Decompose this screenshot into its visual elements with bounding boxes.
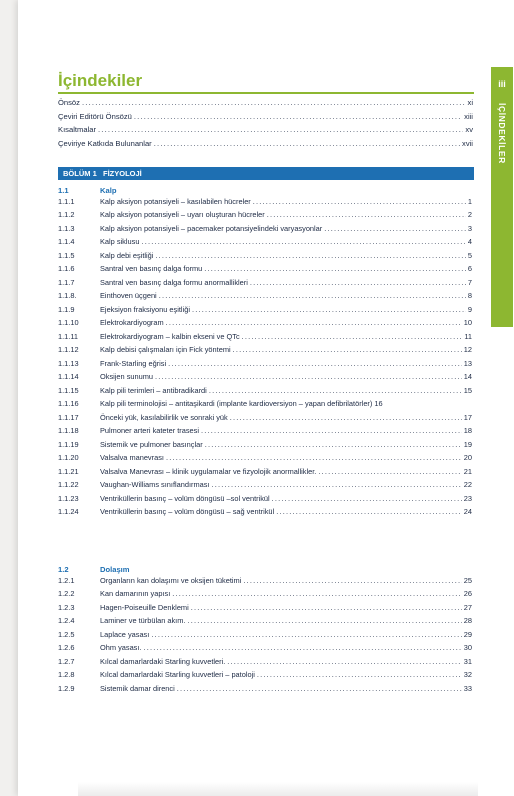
entry-page: 7 (467, 277, 472, 287)
toc-section-1-1 (58, 184, 472, 521)
toc-entry (58, 197, 472, 211)
dot-leader (318, 467, 461, 476)
entry-page: 21 (463, 466, 472, 476)
entry-number: 1.2.6 (58, 643, 75, 652)
front-matter-list (58, 98, 473, 152)
entry-page: 14 (463, 372, 472, 381)
entry-page: 18 (463, 426, 472, 435)
dot-leader (191, 603, 462, 612)
section-title: Dolaşım (100, 564, 130, 574)
toc-entry (58, 210, 472, 224)
entry-page: 33 (463, 683, 472, 693)
entry-title: Kalp pili terimleri – antibradikardi (100, 385, 207, 395)
dot-leader (230, 413, 462, 422)
dot-leader (155, 372, 462, 381)
dot-leader (324, 224, 466, 233)
entry-title: Önceki yük, kasılabilirlik ve sonraki yük (100, 412, 228, 422)
side-tab-label: İÇİNDEKİLER (497, 103, 507, 164)
toc-entry (58, 684, 472, 698)
entry-title: Laminer ve türbülan akım. (100, 616, 186, 625)
entry-title: Laplace yasası (100, 629, 150, 639)
chapter-heading-bar (58, 167, 474, 180)
entry-title: Kalp debi eşitliği (100, 250, 154, 260)
entry-page: xv (465, 125, 473, 134)
entry-number: 1.2.4 (58, 616, 75, 625)
chapter-side-tab (491, 67, 513, 327)
entry-page: 11 (464, 331, 472, 341)
toc-entry (58, 480, 472, 494)
book-page (18, 0, 514, 796)
dot-leader (212, 480, 462, 489)
entry-page: 29 (463, 629, 472, 639)
entry-page: xiii (464, 111, 473, 121)
entry-number: 1.1.11 (58, 331, 78, 341)
title-divider (58, 92, 474, 94)
toc-entry (58, 426, 472, 440)
entry-title: Sistemik ve pulmoner basınçlar (100, 439, 203, 449)
toc-entry (58, 318, 472, 332)
toc-entry (58, 467, 472, 481)
toc-entry (58, 332, 472, 346)
entry-number: 1.1.8. (58, 291, 77, 300)
dot-leader (272, 494, 462, 503)
dot-leader (253, 197, 466, 206)
entry-number: 1.1.15 (58, 385, 79, 395)
entry-title: Kılcal damarlardaki Starling kuvvetleri. (100, 656, 226, 666)
section-number: 1.2 (58, 564, 69, 574)
section-heading (58, 184, 472, 197)
toc-entry (58, 440, 472, 454)
front-matter-item (58, 125, 473, 139)
entry-page: 10 (463, 318, 472, 327)
entry-number: 1.2.5 (58, 629, 75, 639)
entry-title: Valsalva Manevrası – klinik uygulamalar ve fizyolojik anormallikler. (100, 466, 317, 476)
entry-number: 1.1.24 (58, 507, 79, 516)
entry-page: 31 (463, 656, 472, 666)
dot-leader (243, 576, 461, 585)
entry-number: 1.1.5 (58, 250, 75, 260)
dot-leader (227, 657, 461, 666)
toc-entry (58, 453, 472, 467)
dot-leader (205, 440, 462, 449)
entry-page: 19 (463, 439, 472, 449)
page-title: İçindekiler (58, 71, 143, 90)
toc-entry (58, 305, 472, 319)
entry-title: Kısaltmalar (58, 125, 96, 134)
dot-leader (141, 237, 465, 246)
dot-leader (154, 139, 460, 148)
entry-title: Elektrokardiyogram – kalbin ekseni ve QTc (100, 331, 240, 341)
entry-title: Kalp debisi çalışmaları için Fick yöntemi (100, 345, 231, 354)
entry-title: Çeviri Editörü Önsözü (58, 111, 132, 121)
entry-page: 13 (463, 358, 472, 368)
toc-entry (58, 264, 472, 278)
entry-title: Ventriküllerin basınç – volüm döngüsü –sol ventrikül (100, 493, 270, 503)
entry-page: 23 (463, 493, 472, 503)
section-title: Kalp (100, 185, 117, 195)
entry-number: 1.1.14 (58, 372, 79, 381)
entry-number: 1.2.3 (58, 602, 75, 612)
dot-leader (192, 305, 466, 314)
dot-leader (276, 507, 462, 516)
toc-entry (58, 278, 472, 292)
entry-page: 26 (463, 589, 472, 598)
entry-number: 1.1.22 (58, 480, 79, 489)
entry-page: 15 (463, 385, 472, 395)
dot-leader (250, 278, 466, 287)
entry-page: 8 (467, 291, 472, 300)
dot-leader (155, 251, 465, 260)
page-number: iii (498, 79, 506, 89)
page-bottom-shade (78, 782, 478, 796)
toc-entry (58, 224, 472, 238)
entry-page: 2 (467, 210, 472, 219)
entry-title: Pulmoner arteri kateter trasesi (100, 426, 199, 435)
dot-leader (242, 332, 463, 341)
toc-section-1-2 (58, 563, 472, 697)
section-number: 1.1 (58, 185, 69, 195)
entry-title: Kalp aksiyon potansiyeli – pacemaker potansiyelindeki varyasyonlar (100, 223, 323, 233)
section-heading (58, 563, 472, 576)
entry-title: Önsöz (58, 98, 80, 107)
entry-number: 1.1.20 (58, 453, 79, 462)
entry-title: Kalp siklusu (100, 237, 140, 246)
entry-number: 1.1.12 (58, 345, 79, 354)
toc-entry (58, 670, 472, 684)
entry-page: 6 (467, 264, 472, 273)
entry-number: 1.2.9 (58, 683, 75, 693)
entry-number: 1.1.17 (58, 412, 79, 422)
entry-page: 30 (463, 643, 472, 652)
front-matter-item (58, 112, 473, 126)
entry-title: Hagen-Poiseuille Denklemi (100, 602, 189, 612)
toc-entry (58, 576, 472, 590)
toc-entry (58, 345, 472, 359)
dot-leader (168, 359, 462, 368)
dot-leader (187, 616, 461, 625)
dot-leader (143, 643, 461, 652)
entry-page: 32 (463, 670, 472, 679)
toc-entry (58, 413, 472, 427)
entry-number: 1.1.1 (58, 196, 75, 206)
entry-title: Kalp aksiyon potansiyeli – kasılabilen hücreler (100, 196, 251, 206)
entry-title: Frank-Starling eğrisi (100, 358, 167, 368)
entry-page: 4 (467, 237, 472, 246)
toc-entry (58, 643, 472, 657)
toc-entry (58, 616, 472, 630)
entry-page: 24 (463, 507, 472, 516)
entry-page: 27 (463, 602, 472, 612)
entry-title: Kan damarının yapısı (100, 589, 171, 598)
toc-entry (58, 386, 472, 400)
chapter-title: FİZYOLOJİ (103, 169, 142, 178)
entry-number: 1.2.8 (58, 670, 75, 679)
dot-leader (209, 386, 462, 395)
entry-title: Kalp pili terminolojisi – antitaşikardi (implante kardioversiyon – yapan defibrilatörler) 16 (100, 399, 383, 408)
dot-leader (98, 125, 463, 134)
entry-number: 1.1.23 (58, 493, 79, 503)
toc-entry (58, 494, 472, 508)
dot-leader (177, 684, 462, 693)
toc-entry (58, 507, 472, 521)
entry-page: 28 (463, 616, 472, 625)
toc-entry (58, 251, 472, 265)
dot-leader (159, 291, 466, 300)
entry-number: 1.2.2 (58, 589, 75, 598)
entry-title: Einthoven üçgeni (100, 291, 157, 300)
dot-leader (257, 670, 462, 679)
toc-entry (58, 589, 472, 603)
entry-title: Çeviriye Katkıda Bulunanlar (58, 138, 152, 148)
entry-number: 1.1.9 (58, 304, 75, 314)
dot-leader (204, 264, 466, 273)
entry-number: 1.1.13 (58, 358, 79, 368)
toc-entry (58, 630, 472, 644)
entry-title: Oksijen sunumu (100, 372, 153, 381)
dot-leader (166, 318, 462, 327)
entry-page: xvii (462, 138, 473, 148)
entry-number: 1.1.10 (58, 318, 79, 327)
entry-title: Elektrokardiyogram (100, 318, 164, 327)
entry-number: 1.1.18 (58, 426, 79, 435)
entry-page: 3 (467, 223, 472, 233)
entry-page: 20 (463, 453, 472, 462)
entry-page: 22 (463, 480, 472, 489)
front-matter-item (58, 98, 473, 112)
entry-number: 1.1.3 (58, 223, 75, 233)
entry-number: 1.1.16 (58, 399, 79, 408)
entry-number: 1.2.1 (58, 575, 75, 585)
dot-leader (151, 630, 461, 639)
toc-entry (58, 399, 472, 413)
toc-entry (58, 291, 472, 305)
entry-number: 1.1.2 (58, 210, 75, 219)
toc-entry (58, 359, 472, 373)
front-matter-item (58, 139, 473, 153)
entry-title: Ventriküllerin basınç – volüm döngüsü – sağ ventrikül (100, 507, 275, 516)
entry-title: Santral ven basınç dalga formu (100, 264, 203, 273)
entry-page: 12 (463, 345, 472, 354)
dot-leader (201, 426, 462, 435)
entry-page: 9 (467, 304, 472, 314)
entry-number: 1.1.6 (58, 264, 75, 273)
entry-title: Vaughan-Williams sınıflandırması (100, 480, 210, 489)
toc-entry (58, 603, 472, 617)
entry-title: Kalp aksiyon potansiyeli – uyarı oluşturan hücreler (100, 210, 265, 219)
dot-leader (166, 453, 462, 462)
entry-number: 1.1.19 (58, 439, 79, 449)
toc-entry (58, 237, 472, 251)
toc-entry (58, 372, 472, 386)
entry-number: 1.2.7 (58, 656, 75, 666)
entry-number: 1.1.21 (58, 466, 79, 476)
dot-leader (267, 210, 466, 219)
entry-page: 1 (467, 196, 472, 206)
entry-title: Santral ven basınç dalga formu anormallikleri (100, 277, 248, 287)
entry-title: Valsalva manevrası (100, 453, 164, 462)
entry-title: Ejeksiyon fraksiyonu eşitliği (100, 304, 190, 314)
entry-number: 1.1.4 (58, 237, 75, 246)
entry-page: 25 (463, 575, 472, 585)
entry-title: Sistemik damar direnci (100, 683, 175, 693)
dot-leader (134, 112, 462, 121)
dot-leader (82, 98, 466, 107)
entry-page: xi (467, 98, 473, 107)
entry-title: Organların kan dolaşımı ve oksijen tüketimi (100, 575, 242, 585)
toc-entry (58, 657, 472, 671)
dot-leader (233, 345, 462, 354)
chapter-number: BÖLÜM 1 (63, 169, 97, 178)
entry-title: Ohm yasası. (100, 643, 142, 652)
entry-page: 5 (467, 250, 472, 260)
dot-leader (172, 589, 462, 598)
entry-number: 1.1.7 (58, 277, 75, 287)
entry-title: Kılcal damarlardaki Starling kuvvetleri – patoloji (100, 670, 255, 679)
entry-page: 17 (463, 412, 472, 422)
